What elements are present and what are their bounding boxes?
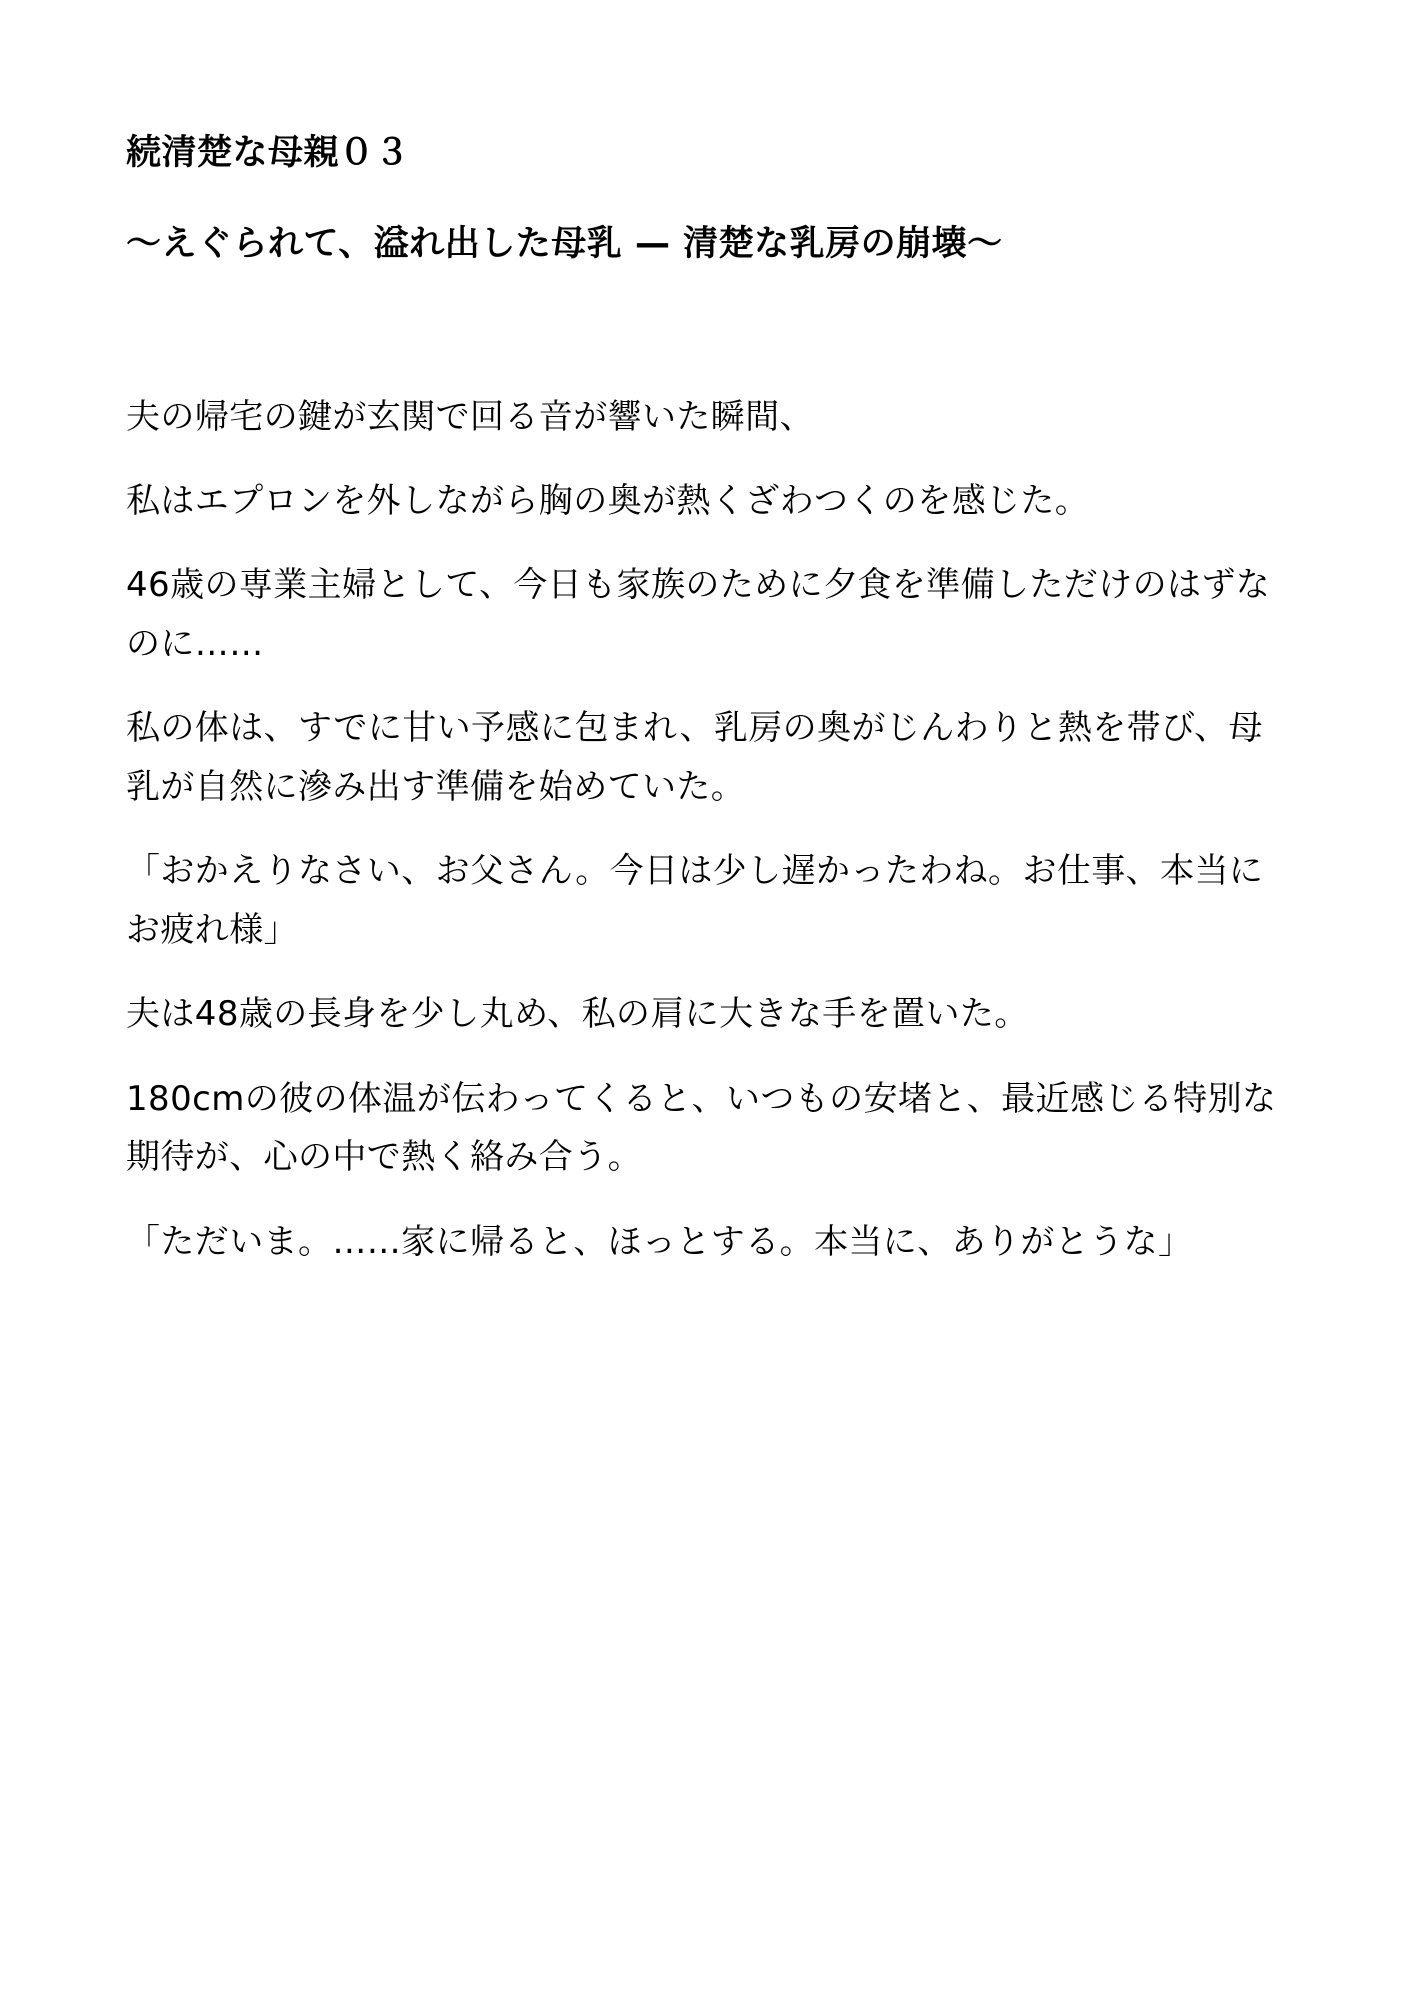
page-title: 続清楚な母親０３ [126, 133, 411, 173]
paragraph: 180cmの彼の体温が伝わってくると、いつもの安堵と、最近感じる特別な期待が、心の中で熱く絡み合う。 [126, 1078, 1277, 1178]
document-body [126, 388, 1284, 1272]
paragraph: 私の体は、すでに甘い予感に包まれ、乳房の奥がじんわりと熱を帯び、母乳が自然に滲み出す準備を始めていた。 [126, 708, 1263, 807]
paragraph: 夫の帰宅の鍵が玄関で回る音が響いた瞬間、 [126, 396, 814, 437]
page-subtitle: 〜えぐられて、溢れ出した母乳 — 清楚な乳房の崩壊〜 [126, 223, 1003, 264]
paragraph: 「ただいま。……家に帰ると、ほっとする。本当に、ありがとうな」 [126, 1221, 1193, 1262]
paragraph: 「おかえりなさい、お父さん。今日は少し遅かったわね。お仕事、本当にお疲れ様」 [126, 851, 1264, 950]
paragraph: 私はエプロンを外しながら胸の奥が熱くざわつくのを感じた。 [126, 480, 1090, 521]
paragraph: 46歳の専業主婦として、今日も家族のために夕食を準備しただけのはずなのに…… [126, 565, 1271, 664]
paragraph: 夫は48歳の長身を少し丸め、私の肩に大きな手を置いた。 [126, 994, 1029, 1035]
